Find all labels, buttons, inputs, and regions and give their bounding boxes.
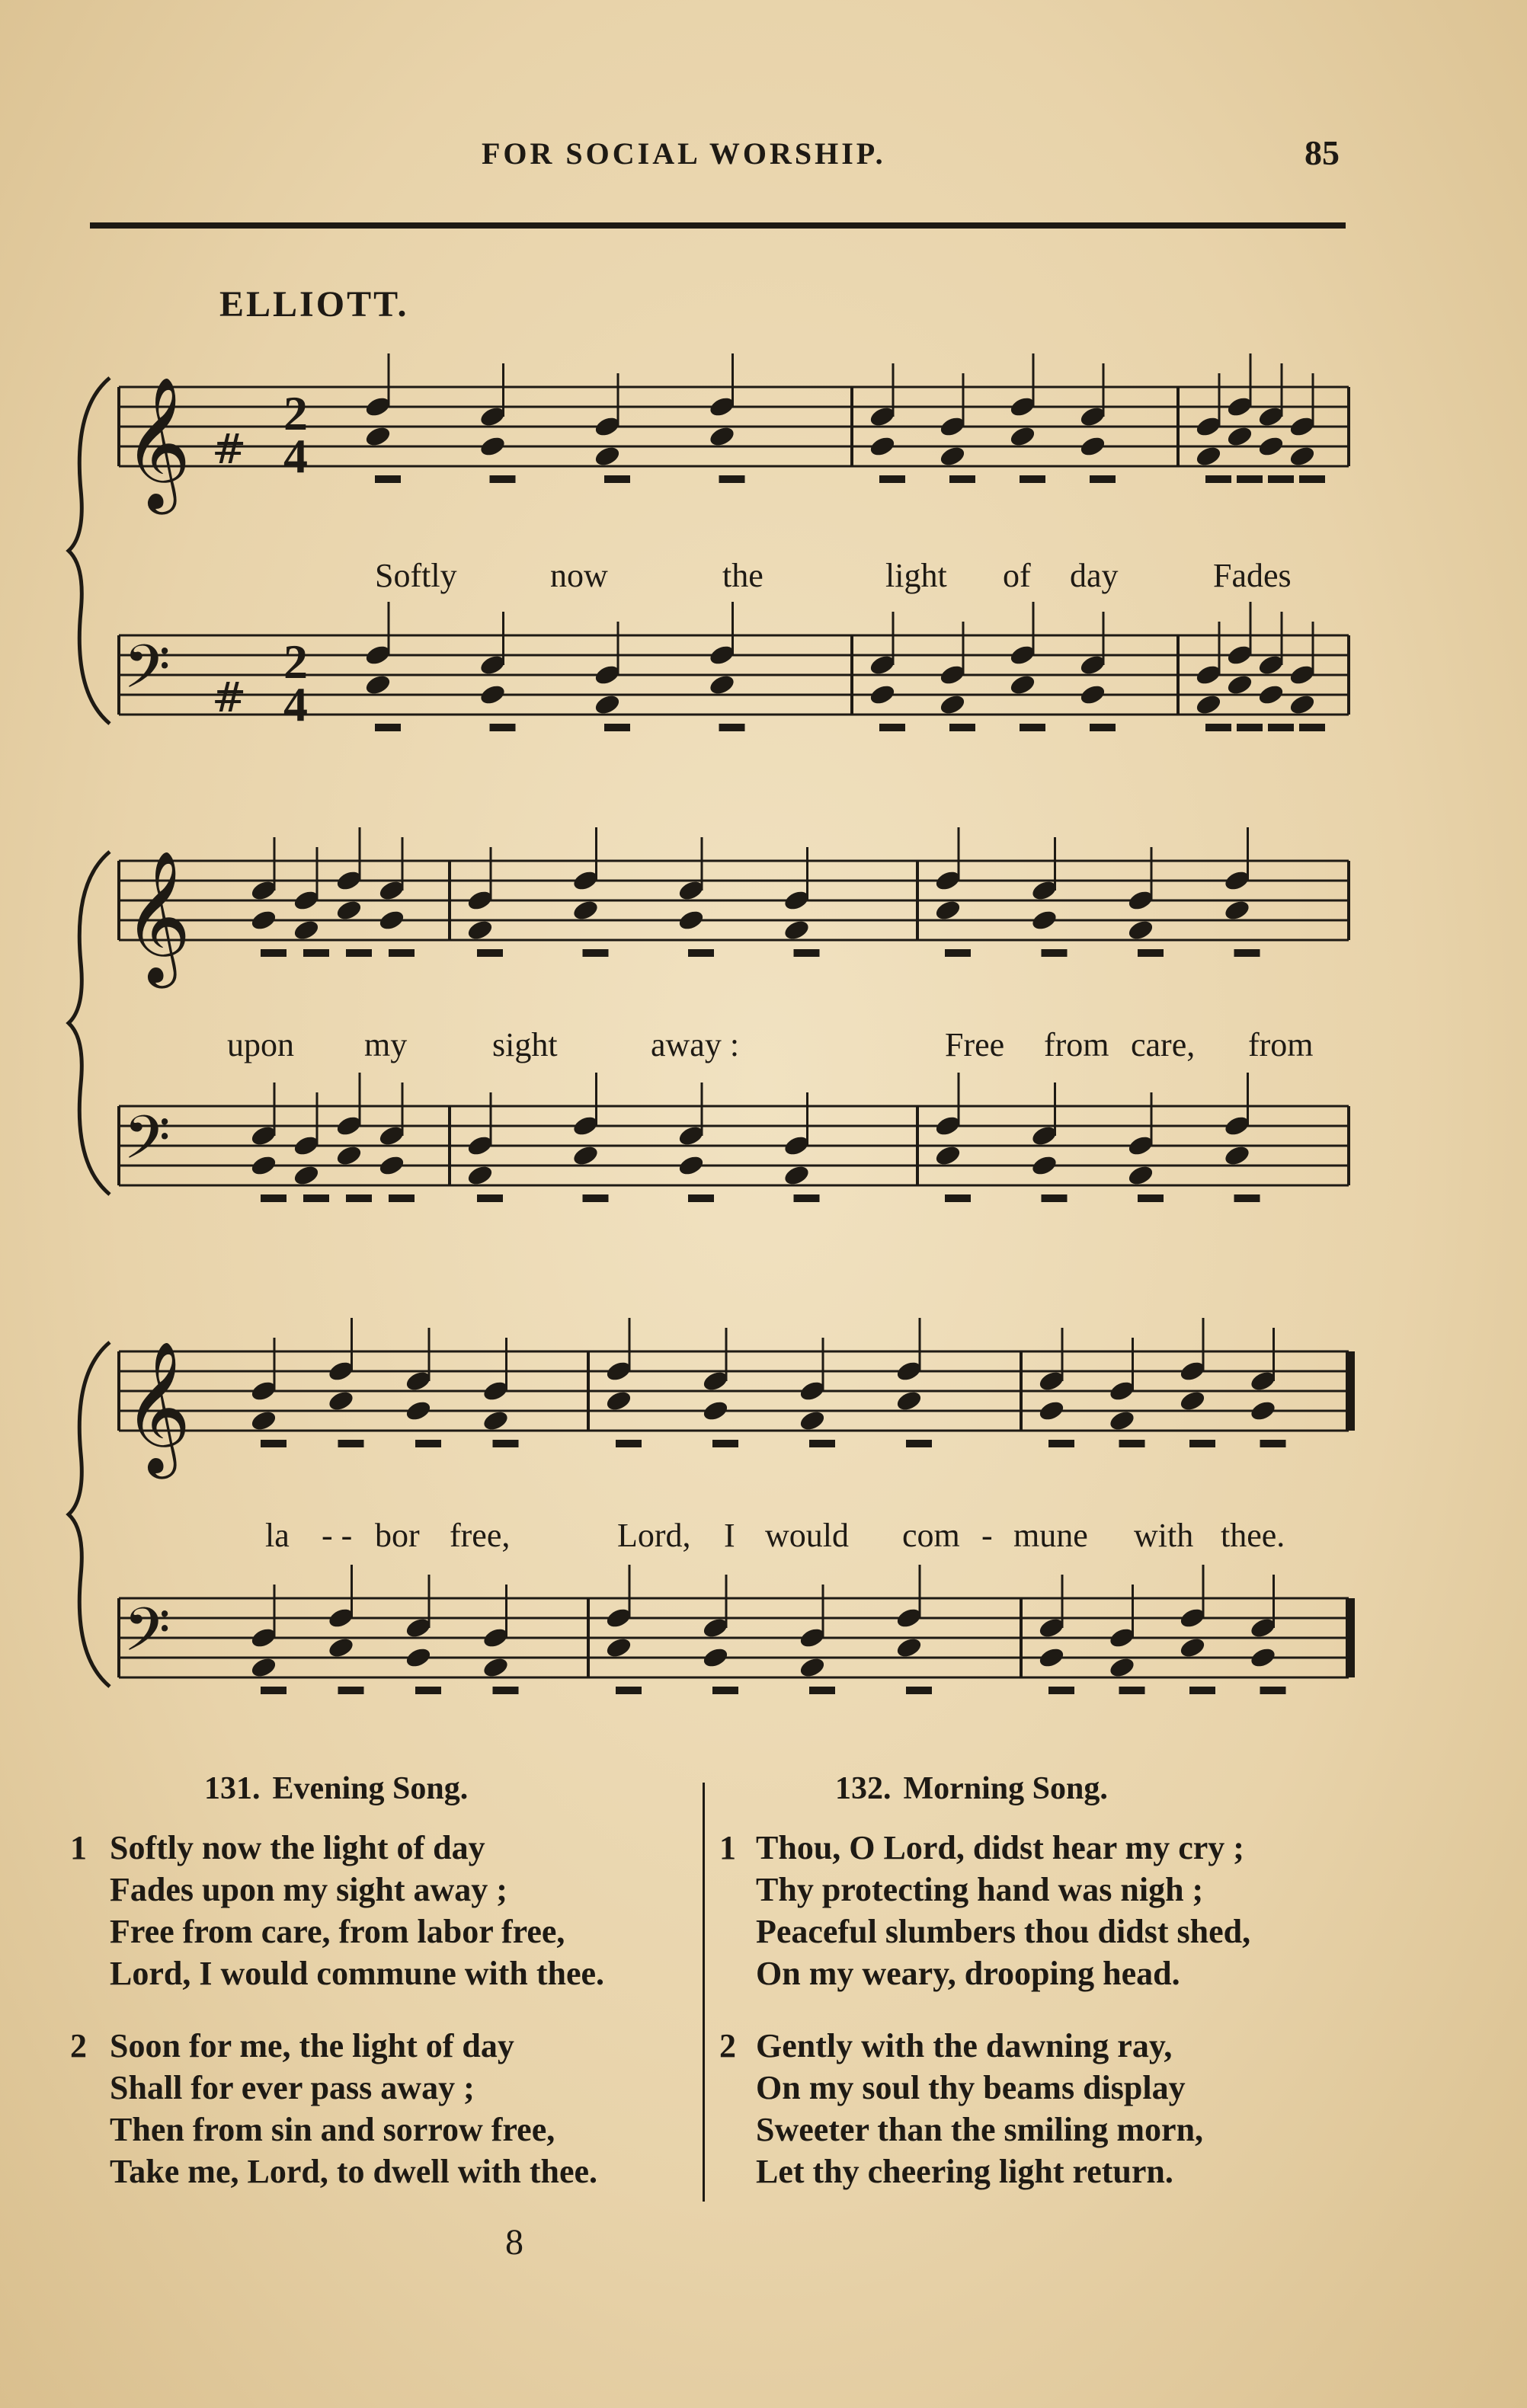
time-signature-bottom: 4: [283, 429, 308, 483]
lyric-syllable: now: [550, 557, 608, 594]
lyric-syllable: Free: [945, 1026, 1005, 1063]
note-head: [677, 1153, 705, 1178]
note-head: [1249, 1399, 1277, 1423]
note-beam: [1205, 475, 1231, 483]
note-head: [1225, 424, 1253, 449]
hymn-title: [204, 1770, 468, 1807]
note-head: [1288, 692, 1316, 717]
note-beam: [346, 1194, 372, 1202]
note-beam: [477, 949, 503, 957]
note-beam: [949, 475, 975, 483]
note-beam: [1260, 1440, 1286, 1447]
note-head: [249, 1153, 277, 1178]
note-head: [292, 918, 320, 942]
note-beam: [1119, 1440, 1145, 1447]
note-head: [363, 424, 392, 449]
note-beam: [949, 724, 975, 731]
note-beam: [879, 475, 905, 483]
hymn-title-text: Evening Song.: [272, 1771, 469, 1806]
note-beam: [1020, 475, 1045, 483]
time-signature-top: 2: [283, 386, 308, 440]
note-head: [482, 1409, 510, 1433]
note-beam: [879, 724, 905, 731]
note-beam: [493, 1440, 519, 1447]
note-head: [701, 1645, 729, 1670]
lyric-syllable: Softly: [375, 557, 457, 594]
note-beam: [338, 1440, 364, 1447]
note-beam: [794, 1194, 820, 1202]
lyric-syllable: would: [765, 1517, 849, 1554]
lyric-syllable: from: [1248, 1026, 1314, 1063]
note-head: [363, 673, 392, 697]
note-head: [708, 424, 736, 449]
note-head: [249, 908, 277, 932]
verse-line: Fades upon my sight away ;: [110, 1871, 507, 1908]
bass-clef-icon: 𝄢: [123, 1594, 171, 1680]
verse-line: Free from care, from labor free,: [110, 1913, 565, 1950]
note-head: [1225, 673, 1253, 697]
note-head: [895, 1636, 923, 1660]
note-beam: [415, 1440, 441, 1447]
verse-line: Gently with the dawning ray,: [756, 2027, 1173, 2064]
note-head: [1178, 1636, 1206, 1660]
note-beam: [604, 724, 630, 731]
note-beam: [346, 949, 372, 957]
lyric-syllable: upon: [227, 1026, 294, 1063]
note-head: [933, 1143, 962, 1168]
note-beam: [1090, 724, 1116, 731]
note-beam: [1234, 949, 1260, 957]
note-head: [249, 1655, 277, 1680]
note-head: [571, 1143, 600, 1168]
lyric-syllable: I: [724, 1517, 735, 1554]
note-head: [335, 898, 363, 923]
note-head: [335, 1143, 363, 1168]
lyric-syllable: Lord,: [617, 1517, 691, 1554]
hymn-number: 132.: [835, 1771, 892, 1806]
note-head: [1037, 1645, 1065, 1670]
note-head: [783, 918, 811, 942]
note-beam: [604, 475, 630, 483]
lyric-syllable: sight: [492, 1026, 558, 1063]
lyric-syllable: from: [1044, 1026, 1109, 1063]
note-beam: [1042, 949, 1068, 957]
note-beam: [261, 1440, 287, 1447]
note-beam: [375, 724, 401, 731]
lyric-syllable: thee.: [1221, 1517, 1285, 1554]
verse-line: On my soul thy beams display: [756, 2069, 1186, 2106]
key-signature-sharp: #: [212, 673, 247, 721]
note-head: [938, 692, 966, 717]
time-signature-top-bass: 2: [283, 635, 308, 689]
note-head: [1008, 424, 1036, 449]
note-head: [404, 1645, 432, 1670]
note-head: [466, 1163, 494, 1188]
lyric-syllable: light: [885, 557, 947, 594]
note-head: [479, 434, 507, 459]
verse-number: 1: [719, 1829, 736, 1866]
lyric-syllable: bor: [375, 1517, 420, 1554]
note-beam: [794, 949, 820, 957]
note-head: [1223, 1143, 1251, 1168]
note-beam: [719, 475, 745, 483]
verse-line: Lord, I would commune with thee.: [110, 1955, 605, 1992]
note-head: [1078, 683, 1106, 707]
note-head: [1008, 673, 1036, 697]
lyric-syllable: of: [1003, 557, 1031, 594]
lyric-syllable: - -: [322, 1517, 353, 1554]
note-head: [1108, 1655, 1136, 1680]
note-head: [798, 1409, 826, 1433]
note-beam: [712, 1440, 738, 1447]
signature-mark: 8: [505, 2222, 523, 2262]
lyric-syllable: day: [1070, 557, 1119, 594]
note-beam: [375, 475, 401, 483]
note-beam: [1138, 1194, 1164, 1202]
note-beam: [945, 1194, 971, 1202]
hymn-title: [835, 1770, 1108, 1807]
note-beam: [688, 949, 714, 957]
system-brace: [69, 378, 110, 724]
lyric-syllable: care,: [1131, 1026, 1196, 1063]
note-beam: [261, 949, 287, 957]
note-beam: [338, 1687, 364, 1694]
note-head: [1126, 918, 1154, 942]
note-beam: [1260, 1687, 1286, 1694]
note-beam: [477, 1194, 503, 1202]
note-beam: [1268, 475, 1294, 483]
system-brace: [69, 852, 110, 1194]
note-beam: [1205, 724, 1231, 731]
note-head: [249, 1409, 277, 1433]
page-number: 85: [1305, 133, 1340, 172]
note-beam: [303, 949, 329, 957]
running-head: FOR SOCIAL WORSHIP.: [482, 136, 886, 171]
key-signature-sharp: #: [212, 425, 247, 473]
lyric-syllable: -: [981, 1517, 993, 1554]
note-head: [482, 1655, 510, 1680]
note-head: [327, 1636, 355, 1660]
note-beam: [1119, 1687, 1145, 1694]
note-head: [783, 1163, 811, 1188]
note-beam: [1189, 1440, 1215, 1447]
verse-line: Peaceful slumbers thou didst shed,: [756, 1913, 1251, 1950]
note-head: [1030, 908, 1058, 932]
tune-name: ELLIOTT.: [219, 284, 409, 325]
note-beam: [809, 1687, 835, 1694]
lyric-syllable: mune: [1013, 1517, 1088, 1554]
note-head: [868, 434, 896, 459]
note-head: [1256, 434, 1285, 459]
verse-line: Then from sin and sorrow free,: [110, 2111, 555, 2148]
note-head: [677, 908, 705, 932]
verse-line: Shall for ever pass away ;: [110, 2069, 475, 2106]
note-beam: [389, 1194, 415, 1202]
note-beam: [1042, 1194, 1068, 1202]
note-beam: [1268, 724, 1294, 731]
final-bar-line: [1346, 1351, 1355, 1431]
note-head: [593, 444, 621, 468]
hymn-title-text: Morning Song.: [903, 1771, 1108, 1806]
note-head: [466, 918, 494, 942]
note-head: [1249, 1645, 1277, 1670]
note-beam: [490, 475, 516, 483]
bass-clef-icon: 𝄢: [123, 632, 171, 717]
note-beam: [906, 1440, 932, 1447]
hymn-texts: [0, 1767, 1527, 2255]
note-beam: [1299, 475, 1325, 483]
verse-line: Thou, O Lord, didst hear my cry ;: [756, 1829, 1244, 1866]
note-head: [327, 1389, 355, 1413]
note-head: [1194, 692, 1222, 717]
note-head: [292, 1163, 320, 1188]
note-beam: [945, 949, 971, 957]
note-beam: [1234, 1194, 1260, 1202]
note-head: [1108, 1409, 1136, 1433]
verse-number: 2: [70, 2027, 87, 2064]
note-head: [1223, 898, 1251, 923]
note-beam: [1048, 1687, 1074, 1694]
verse-number: 1: [70, 1829, 87, 1866]
note-head: [377, 908, 405, 932]
note-head: [571, 898, 600, 923]
verse-line: Sweeter than the smiling morn,: [756, 2111, 1204, 2148]
note-head: [604, 1636, 632, 1660]
final-bar-line: [1346, 1598, 1355, 1677]
score-lyrics: [227, 557, 1314, 1554]
note-head: [1256, 683, 1285, 707]
note-head: [1194, 444, 1222, 468]
note-beam: [616, 1687, 642, 1694]
note-head: [701, 1399, 729, 1423]
note-beam: [1090, 475, 1116, 483]
note-beam: [261, 1687, 287, 1694]
lyric-syllable: la: [265, 1517, 290, 1554]
verse-line: Take me, Lord, to dwell with thee.: [110, 2153, 598, 2190]
system-brace: [69, 1342, 110, 1687]
note-head: [377, 1153, 405, 1178]
bass-clef-icon: 𝄢: [123, 1102, 171, 1188]
note-beam: [616, 1440, 642, 1447]
verse-number: 2: [719, 2027, 736, 2064]
note-beam: [1189, 1687, 1215, 1694]
note-beam: [906, 1687, 932, 1694]
note-beam: [1237, 475, 1263, 483]
note-beam: [719, 724, 745, 731]
note-beam: [415, 1687, 441, 1694]
note-head: [708, 673, 736, 697]
note-head: [1078, 434, 1106, 459]
note-beam: [583, 1194, 609, 1202]
hymn-number: 131.: [204, 1771, 261, 1806]
verse-line: Softly now the light of day: [110, 1829, 485, 1866]
treble-clef-icon: 𝄞: [123, 376, 191, 509]
note-beam: [1138, 949, 1164, 957]
note-beam: [261, 1194, 287, 1202]
time-signature-bottom-bass: 4: [283, 677, 308, 731]
lyric-syllable: away :: [651, 1026, 740, 1063]
note-head: [593, 692, 621, 717]
treble-clef-icon: 𝄞: [123, 850, 191, 983]
note-beam: [1020, 724, 1045, 731]
lyric-syllable: with: [1134, 1517, 1194, 1554]
lyric-syllable: free,: [450, 1517, 511, 1554]
note-head: [868, 683, 896, 707]
note-head: [1126, 1163, 1154, 1188]
lyric-syllable: my: [364, 1026, 408, 1063]
note-head: [1030, 1153, 1058, 1178]
note-head: [1288, 444, 1316, 468]
note-head: [938, 444, 966, 468]
note-beam: [303, 1194, 329, 1202]
note-head: [604, 1389, 632, 1413]
note-head: [895, 1389, 923, 1413]
note-beam: [583, 949, 609, 957]
note-beam: [493, 1687, 519, 1694]
note-head: [1037, 1399, 1065, 1423]
note-head: [479, 683, 507, 707]
verse-line: Soon for me, the light of day: [110, 2027, 514, 2064]
treble-clef-icon: 𝄞: [123, 1341, 191, 1473]
note-beam: [389, 949, 415, 957]
note-head: [798, 1655, 826, 1680]
note-beam: [1237, 724, 1263, 731]
note-beam: [1299, 724, 1325, 731]
note-head: [933, 898, 962, 923]
score-notes: [249, 353, 1325, 1694]
note-beam: [1048, 1440, 1074, 1447]
note-beam: [809, 1440, 835, 1447]
note-beam: [688, 1194, 714, 1202]
note-beam: [712, 1687, 738, 1694]
lyric-syllable: Fades: [1213, 557, 1292, 594]
note-head: [404, 1399, 432, 1423]
note-head: [1178, 1389, 1206, 1413]
verse-line: Let thy cheering light return.: [756, 2153, 1173, 2190]
verse-line: On my weary, drooping head.: [756, 1955, 1180, 1992]
verse-line: Thy protecting hand was nigh ;: [756, 1871, 1204, 1908]
note-beam: [490, 724, 516, 731]
lyric-syllable: the: [722, 557, 764, 594]
lyric-syllable: com: [902, 1517, 960, 1554]
